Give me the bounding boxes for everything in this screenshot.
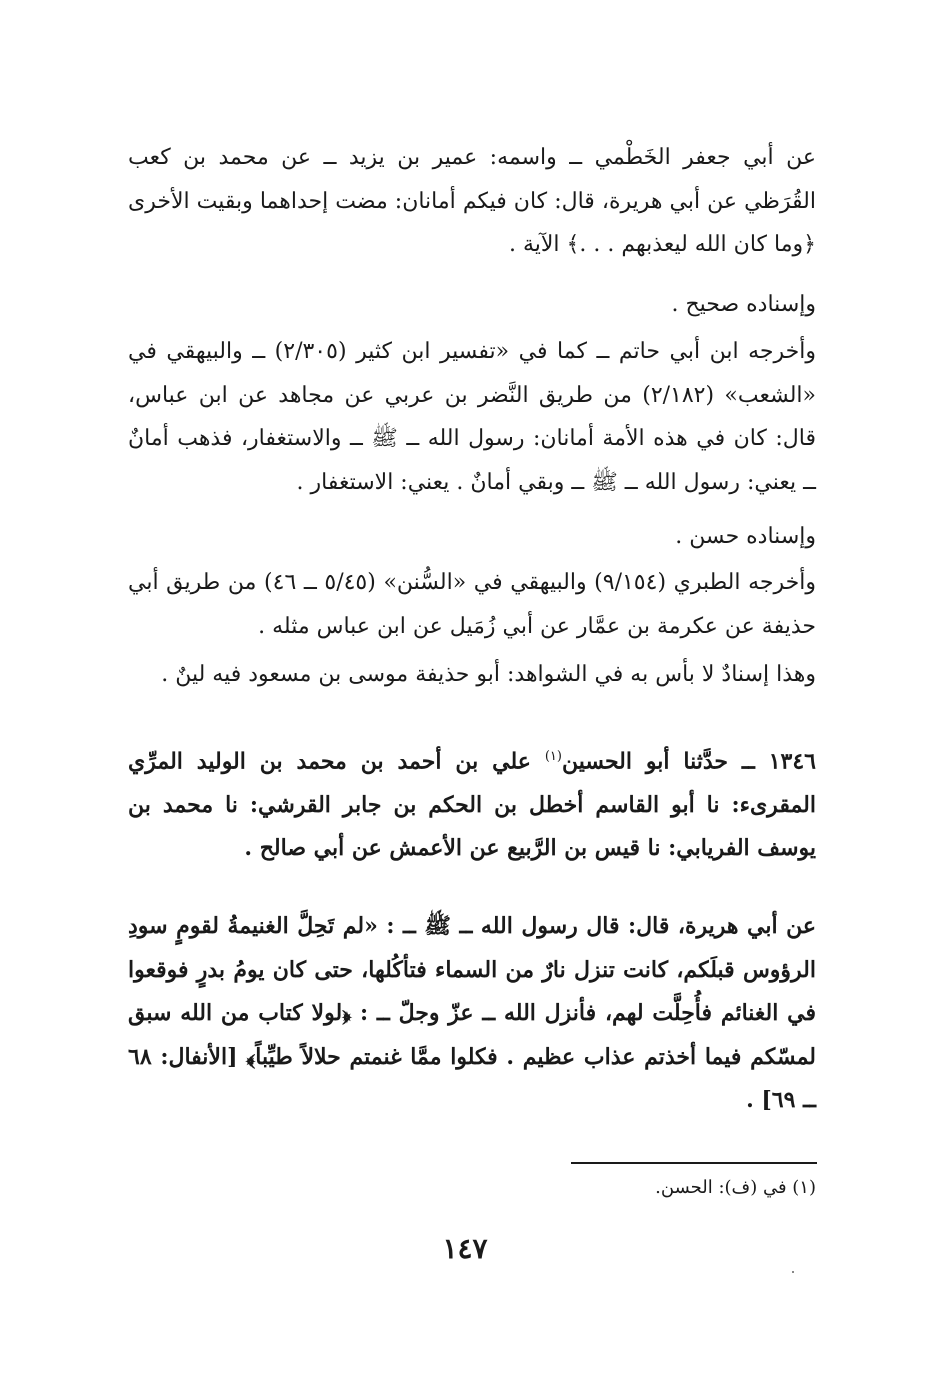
scan-speck [792, 1271, 794, 1273]
hadith-matn: عن أبي هريرة، قال: قال رسول الله ــ ﷺ ــ : «لم تَحِلَّ الغنيمةُ لقومٍ سودِ الرؤوس قبلَكم، كانت تنزل نارٌ من السماء فتأكُلها، حتى كان يومُ بدرٍ فوقعوا في الغنائم فأُحِلَّت لهم، فأنزل الله ــ عزّ وجلّ ــ : ﴿لولا كتاب من الله سبق لمسّكم فيما أخذتم عذاب عظيم . فكلوا ممَّا غنمتم حلالاً طيِّباً﴾ [الأنفال: ٦٨ ــ ٦٩] . [128, 913, 816, 1113]
hadith-number-and-chain: ١٣٤٦ ــ حدَّثنا أبو الحسين [561, 748, 816, 775]
paragraph-takhrij-tabari: وأخرجه الطبري (٩/١٥٤) والبيهقي في «السُّنن» (٥/٤٥ ــ ٤٦) من طريق أبي حذيفة عن عكرمة بن عمَّار عن أبي زُمَيل عن ابن عباس مثله . [128, 570, 816, 639]
hadith-isnad [128, 735, 816, 871]
paragraph-isnad-grade: وإسناده صحيح . [671, 292, 816, 317]
paragraph-takhrij-ibn-abi-hatim: وأخرجه ابن أبي حاتم ــ كما في «تفسير ابن كثير (٢/٣٠٥) ــ والبيهقي في «الشعب» (٢/١٨٢) من طريق النَّضر بن عربي عن مجاهد عن ابن عباس، قال: كان في هذه الأمة أمانان: رسول الله ــ ﷺ ــ والاستغفار، فذهب أمانٌ ــ يعني: رسول الله ــ ﷺ ــ وبقي أمانٌ . يعني: الاستغفار . [128, 339, 816, 495]
footnote-reference: (١) [544, 749, 562, 764]
footnote: (١) في (ف): الحسن. [655, 1177, 816, 1198]
page-number: ١٤٧ [442, 1232, 488, 1265]
hadith-chain-continued: علي بن أحمد بن محمد بن الوليد المرِّي المقرىء: نا أبو القاسم أخطل بن الحكم بن جابر القرشي: نا محمد بن يوسف الفريابي: نا قيس بن الرَّبيع عن الأعمش عن أبي صالح . [128, 748, 816, 862]
paragraph-isnad-grade-hasan: وإسناده حسن . [675, 524, 816, 549]
paragraph-narration: عن أبي جعفر الخَطْمي ــ واسمه: عمير بن يزيد ــ عن محمد بن كعب القُرَظي عن أبي هريرة، قال: كان فيكم أمانان: مضت إحداهما وبقيت الأخرى ﴿وما كان الله ليعذبهم . . .﴾ الآية . [128, 145, 816, 257]
paragraph-shawahid-note: وهذا إسنادٌ لا بأس به في الشواهد: أبو حذيفة موسى بن مسعود فيه لينٌ . [161, 662, 816, 687]
footnote-separator [571, 1162, 817, 1164]
